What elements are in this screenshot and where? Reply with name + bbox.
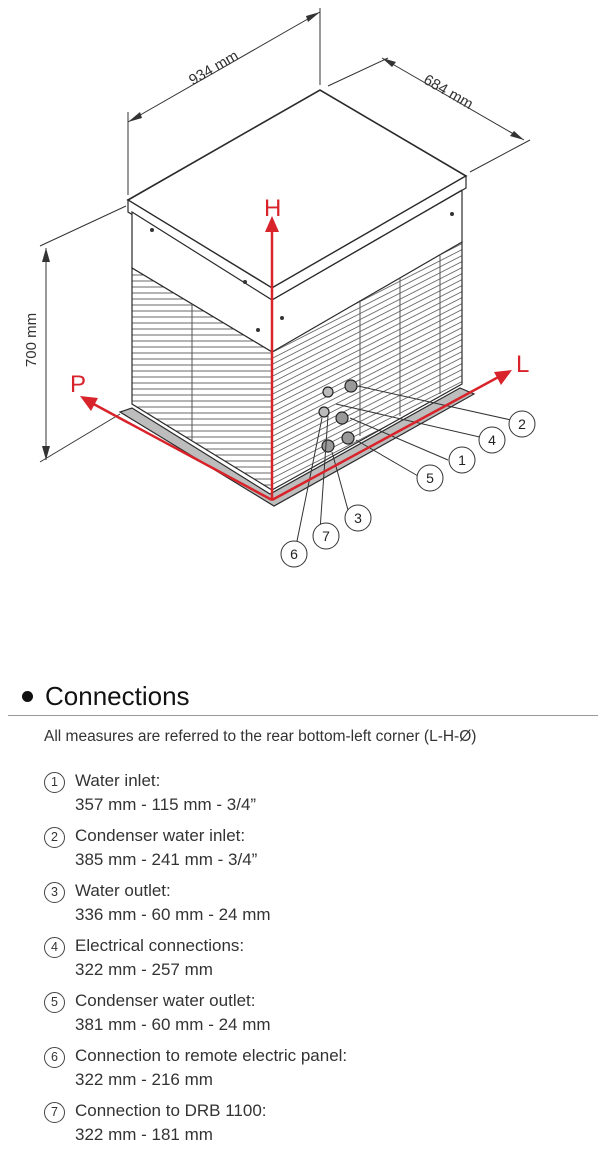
- callout-1: [449, 447, 475, 473]
- svg-text:7: 7: [322, 528, 330, 544]
- dimension-height-label: 700 mm: [23, 312, 40, 368]
- item-number: 2: [44, 827, 65, 848]
- item-label: Water outlet:: [75, 881, 171, 900]
- item-label: Water inlet:: [75, 771, 161, 790]
- item-label: Condenser water inlet:: [75, 826, 246, 845]
- item-number: 7: [44, 1102, 65, 1123]
- dimension-depth-label: 684 mm: [420, 71, 476, 114]
- item-value: 357 mm - 115 mm - 3/4”: [75, 795, 257, 814]
- item-value: 381 mm - 60 mm - 24 mm: [75, 1015, 271, 1034]
- svg-text:2: 2: [518, 416, 526, 432]
- item-value: 336 mm - 60 mm - 24 mm: [75, 905, 271, 924]
- callout-4: [479, 427, 505, 453]
- svg-text:3: 3: [354, 510, 362, 526]
- item-value: 385 mm - 241 mm - 3/4”: [75, 850, 258, 869]
- svg-text:5: 5: [426, 470, 434, 486]
- callout-3: [345, 505, 371, 531]
- axis-p-label: P: [70, 371, 87, 398]
- callout-2: [509, 411, 535, 437]
- item-label: Connection to remote electric panel:: [75, 1046, 348, 1065]
- section-header: [22, 676, 190, 716]
- intro-text: All measures are referred to the rear bottom-left corner (L-H-Ø): [44, 728, 477, 745]
- item-number: 3: [44, 882, 65, 903]
- item-number: 5: [44, 992, 65, 1013]
- dimension-height: [40, 206, 126, 462]
- item-value: 322 mm - 257 mm: [75, 960, 213, 979]
- item-label: Connection to DRB 1100:: [75, 1101, 267, 1120]
- svg-text:1: 1: [458, 452, 466, 468]
- item-value: 322 mm - 181 mm: [75, 1125, 213, 1144]
- callout-5: [417, 465, 443, 491]
- bullet-icon: [22, 691, 33, 702]
- svg-text:6: 6: [290, 546, 298, 562]
- item-label: Condenser water outlet:: [75, 991, 256, 1010]
- unit-body: [128, 90, 466, 490]
- section-title: Connections: [45, 680, 190, 711]
- item-value: 322 mm - 216 mm: [75, 1070, 213, 1089]
- item-number: 4: [44, 937, 65, 958]
- callout-6: [281, 541, 307, 567]
- axis-h-label: H: [264, 195, 282, 222]
- axis-l-label: L: [516, 351, 530, 378]
- svg-text:4: 4: [488, 432, 496, 448]
- item-number: 6: [44, 1047, 65, 1068]
- item-number: 1: [44, 772, 65, 793]
- callout-7: [313, 523, 339, 549]
- dimension-width-label: 934 mm: [186, 47, 242, 90]
- item-label: Electrical connections:: [75, 936, 245, 955]
- header-divider: [8, 715, 598, 716]
